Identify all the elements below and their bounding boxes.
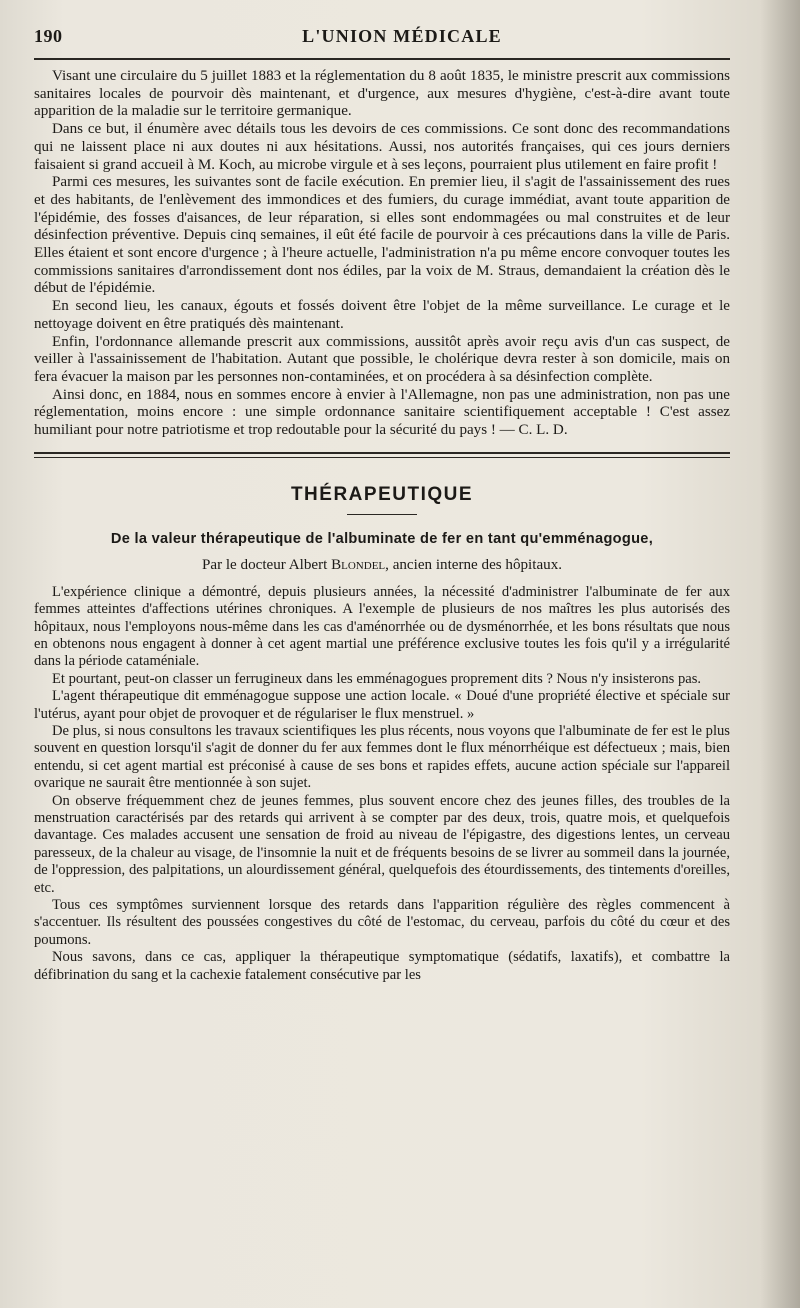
paragraph: Enfin, l'ordonnance allemande prescrit aux commissions, aussitôt après avoir reçu avis d'un cas suspect, de veiller à l'assainissement de l'habitation. Autant que possible, le cholérique devra rester à son domicile, mais on fera évacuer la maison par les personnes non-contaminées, et on procédera à sa désinfection complète. [34, 333, 730, 385]
paragraph: On observe fréquemment chez de jeunes femmes, plus souvent encore chez des jeunes filles, des troubles de la menstruation caractérisés par des retards qui arrivent à se compter par des deux, trois, quatre mois, et quelquefois davantage. Ces malades accusent une sensation de froid au niveau de l'épigastre, des digestions lentes, un cerveau paresseux, de la chaleur au visage, de l'insomnie la nuit et de fréquents besoins de se livrer au sommeil dans la journée, de l'oppression, des palpitations, un alourdissement général, quelquefois des étourdissements, des tintements d'oreilles, etc. [34, 792, 730, 896]
lower-article [34, 584, 730, 984]
upper-article [34, 68, 730, 440]
paragraph: Visant une circulaire du 5 juillet 1883 et la réglementation du 8 août 1835, le ministre prescrit aux commissions sanitaires locales de pourvoir dès maintenant, et d'urgence, aux mesures d'hygiène, c'est-à-dire avant toute apparition de la maladie sur le territoire germanique. [34, 68, 730, 120]
byline-author: Blondel [331, 556, 386, 573]
paragraph: De plus, si nous consultons les travaux scientifiques les plus récents, nous voyons que l'albuminate de fer est le plus souvent en question lorsqu'il s'agit de donner du fer aux femmes dont le flux ménorrhéique est défectueux ; mais, bien entendu, si cet agent martial est préconisé à cause de ses bons et rapides effets, aucune action spéciale sur l'appareil ovarique ne saurait être mentionnée à son sujet. [34, 723, 730, 792]
journal-title: L'UNION MÉDICALE [302, 26, 502, 46]
running-head [34, 22, 730, 52]
paragraph: Tous ces symptômes surviennent lorsque des retards dans l'apparition régulière des règles commencent à s'accentuer. Ils résultent des poussées congestives du côté de l'estomac, du cerveau, parfois du côté du cœur et des poumons. [34, 897, 730, 948]
byline [34, 557, 730, 574]
paragraph: Et pourtant, peut-on classer un ferrugineux dans les emménagogues proprement dits ? Nous n'y insisterons pas. [52, 670, 702, 687]
section-title: THÉRAPEUTIQUE [290, 483, 474, 505]
paragraph: Nous savons, dans ce cas, appliquer la thérapeutique symptomatique (sédatifs, laxatifs), et combattre la défibrination du sang et la cachexie fatalement consécutive par les [34, 949, 730, 983]
byline-suffix: , ancien interne des hôpitaux. [385, 556, 563, 573]
title-underline [347, 514, 417, 515]
article-title: De la valeur thérapeutique de l'albuminate de fer en tant qu'emménagogue, [110, 530, 654, 547]
paragraph: Ainsi donc, en 1884, nous en sommes encore à envier à l'Allemagne, non pas une administration, non pas une réglementation, moins encore : une simple ordonnance sanitaire scientifiquement acceptable ! C'est assez humiliant pour notre patriotisme et trop redoutable pour la sécurité du pays ! — C. L. D. [34, 386, 730, 439]
section-divider [34, 452, 730, 458]
paragraph: Parmi ces mesures, les suivantes sont de facile exécution. En premier lieu, il s'agit de l'assainissement des rues et des habitants, de l'enlèvement des immondices et des fumiers, du curage immédiat, avant toute apparition de l'épidémie, des fosses d'aisances, de leur réparation, si elles sont endommagées ou mal construites et de leur désinfection préventive. Depuis cinq semaines, il eût été facile de pourvoir à ces précautions dans la ville de Paris. Elles étaient et sont encore d'urgence ; à l'heure actuelle, l'administration n'a pu même encore convoquer toutes les commissions sanitaires d'arrondissement dont nos édiles, par la voix de M. Straus, demandaient la création dès le début de l'épidémie. [34, 174, 730, 297]
header-rule [34, 58, 730, 60]
byline-prefix: Par le docteur Albert [201, 556, 328, 573]
paragraph: L'agent thérapeutique dit emménagogue suppose une action locale. « Doué d'une propriété élective et spéciale sur l'utérus, ayant pour objet de provoquer et de régulariser le flux menstruel. » [34, 688, 730, 722]
paragraph: Dans ce but, il énumère avec détails tous les devoirs de ces commissions. Ce sont donc des recommandations qui ne laissent place ni aux doutes ni aux hésitations. Aussi, nos autorités françaises, qui ces jours derniers faisaient si grand accueil à M. Koch, au microbe virgule et à ses leçons, pourraient plus utilement en faire profit ! [34, 121, 730, 173]
paragraph: En second lieu, les canaux, égouts et fossés doivent être l'objet de la même surveillance. Le curage et le nettoyage doivent en être pratiqués dès maintenant. [34, 298, 730, 332]
paragraph: L'expérience clinique a démontré, depuis plusieurs années, la nécessité d'administrer l'albuminate de fer aux femmes atteintes d'affections utérines chroniques. A l'exemple de plusieurs de nos maîtres les plus autorisés des hôpitaux, nous l'employons nous-même dans les cas d'aménorrhée ou de dysménorrhée, et les bons résultats que nous en obtenons nous engagent à donner à cet agent martial une préférence exclusive toutes les fois qu'il y a irrégularité dans la période cataméniale. [34, 583, 730, 670]
page-number: 190 [34, 26, 63, 46]
